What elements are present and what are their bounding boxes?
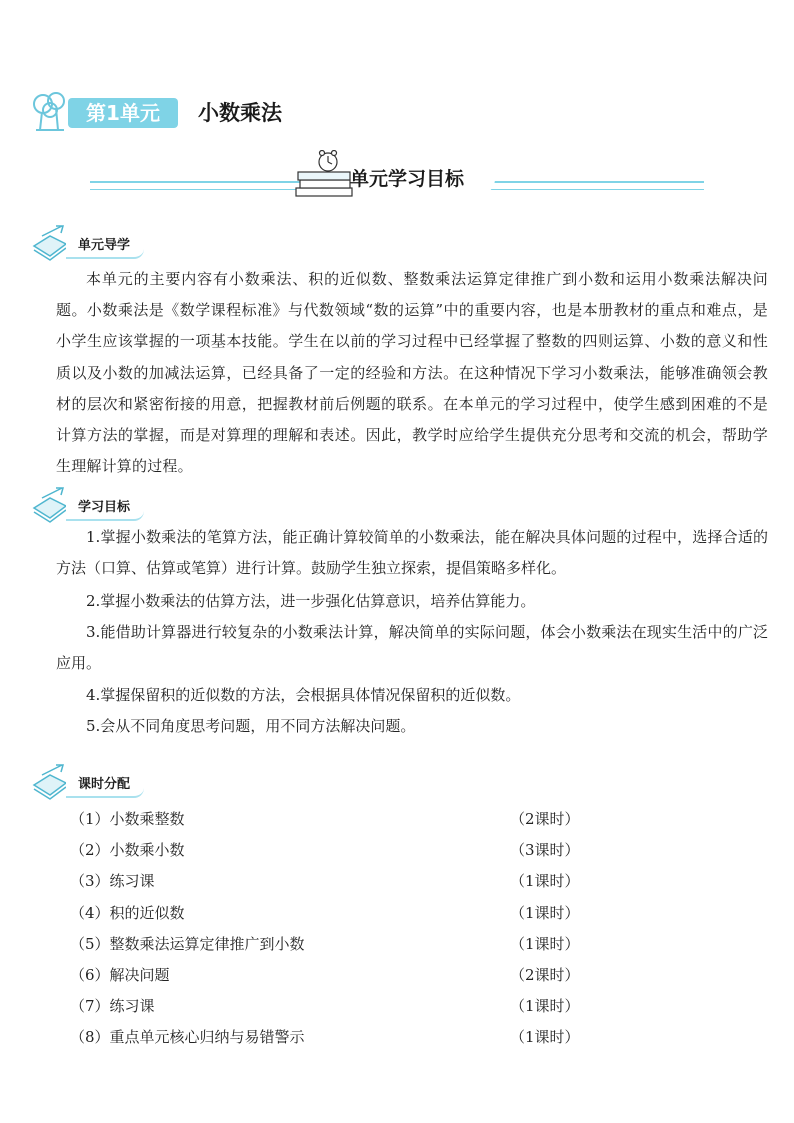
section-label-guide: 单元导学 <box>66 235 144 259</box>
lesson-name: （3）练习课 <box>70 872 155 891</box>
section-tag-schedule <box>32 771 172 799</box>
lesson-hours: （1课时） <box>510 997 580 1016</box>
lesson-hours: （3课时） <box>510 841 580 860</box>
schedule-row <box>70 929 590 960</box>
section-tag-guide <box>32 232 172 260</box>
guide-paragraph: 本单元的主要内容有小数乘法、积的近似数、整数乘法运算定律推广到小数和运用小数乘法解决问题。小数乘法是《数学课程标准》与代数领域“数的运算”中的重要内容，也是本册教材的重点和难点，是小学生应该掌握的一项基本技能。学生在以前的学习过程中已经掌握了整数的四则运算、小数的意义和性质以及小数的加减法运算，已经具备了一定的经验和方法。在这种情况下学习小数乘法，能够准确领会教材的层次和紧密衔接的用意，把握教材前后例题的联系。在本单元的学习过程中，使学生感到困难的不是计算方法的掌握，而是对算理的理解和表述。因此，教学时应给学生提供充分思考和交流的机会，帮助学生理解计算的过程。 <box>56 270 768 476</box>
lesson-hours: （1课时） <box>510 934 580 953</box>
section-banner <box>90 150 710 200</box>
unit-badge: 第1单元 <box>68 98 178 128</box>
lesson-name: （6）解决问题 <box>70 965 170 984</box>
lesson-hours: （2课时） <box>510 965 580 984</box>
section-label-schedule: 课时分配 <box>66 774 144 798</box>
unit-header <box>30 90 330 134</box>
lesson-hours: （1课时） <box>510 872 580 891</box>
lesson-name: （7）练习课 <box>70 997 155 1016</box>
lesson-name: （1）小数乘整数 <box>70 810 185 828</box>
schedule-list <box>70 804 590 1054</box>
goal-item: 4.掌握保留积的近似数的方法，会根据具体情况保留积的近似数。 <box>86 686 521 704</box>
schedule-row <box>70 1022 590 1053</box>
lesson-name: （2）小数乘小数 <box>70 841 185 860</box>
schedule-row <box>70 866 590 897</box>
lesson-hours: （1课时） <box>510 1028 580 1047</box>
section-label-goals: 学习目标 <box>66 497 144 521</box>
lesson-hours: （2课时） <box>510 810 580 828</box>
unit-title: 小数乘法 <box>198 101 282 125</box>
schedule-row <box>70 991 590 1022</box>
goal-item: 3.能借助计算器进行较复杂的小数乘法计算，解决简单的实际问题，体会小数乘法在现实生活中的广泛应用。 <box>56 623 768 672</box>
schedule-row <box>70 835 590 866</box>
section-tag-goals <box>32 494 172 522</box>
schedule-row <box>70 804 590 835</box>
banner-title: 单元学习目标 <box>350 168 465 190</box>
lesson-hours: （1课时） <box>510 903 580 922</box>
lesson-name: （4）积的近似数 <box>70 903 185 922</box>
tree-icon <box>30 90 70 132</box>
lesson-name: （5）整数乘法运算定律推广到小数 <box>70 934 305 953</box>
schedule-row <box>70 898 590 929</box>
lesson-name: （8）重点单元核心归纳与易错警示 <box>70 1028 305 1047</box>
goal-item: 5.会从不同角度思考问题，用不同方法解决问题。 <box>86 717 416 735</box>
goal-item: 2.掌握小数乘法的估算方法，进一步强化估算意识，培养估算能力。 <box>86 592 536 610</box>
schedule-row <box>70 960 590 991</box>
goal-item: 1.掌握小数乘法的笔算方法，能正确计算较简单的小数乘法，能在解决具体问题的过程中，选择合适的方法（口算、估算或笔算）进行计算。鼓励学生独立探索，提倡策略多样化。 <box>56 528 768 577</box>
